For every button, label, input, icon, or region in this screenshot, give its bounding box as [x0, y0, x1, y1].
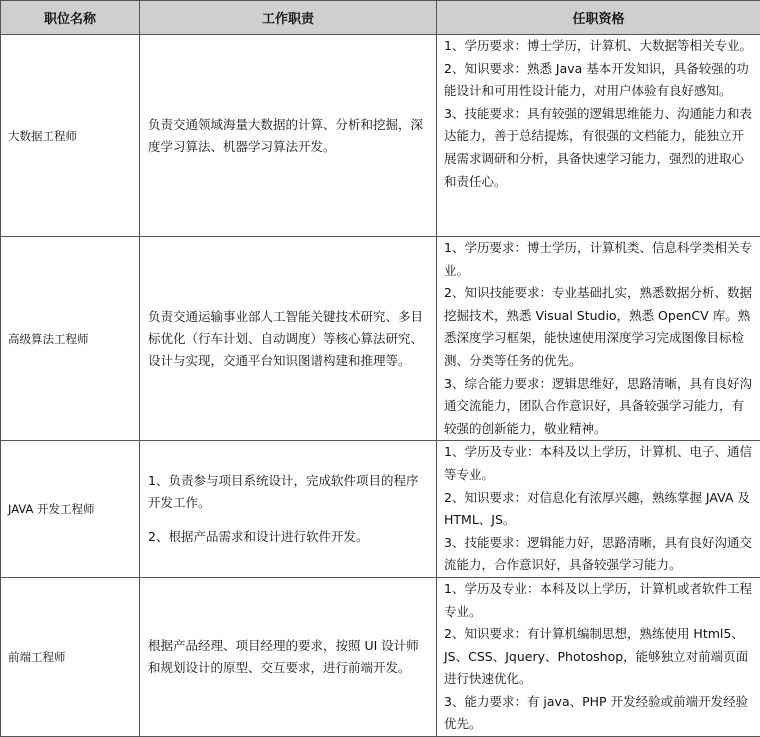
- duty-text: 1、负责参与项目系统设计，完成软件项目的程序开发工作。: [148, 470, 428, 514]
- duty-text: 负责交通运输事业部人工智能关键技术研究、多目标优化（行车计划、自动调度）等核心算法研究、设计与实现，交通平台知识图谱构建和推理等。: [148, 306, 428, 372]
- requirement-item: 3、综合能力要求：逻辑思维好，思路清晰，具有良好沟通交流能力，团队合作意识好，具备较强学习能力，有较强的创新能力，敬业精神。: [444, 373, 754, 441]
- table-row: [1, 35, 760, 237]
- job-title: JAVA 开发工程师: [1, 441, 140, 578]
- job-duties: [140, 577, 437, 736]
- job-title: 高级算法工程师: [1, 237, 140, 441]
- table-row: [1, 237, 760, 441]
- requirement-item: 2、知识要求：对信息化有浓厚兴趣，熟练掌握 JAVA 及 HTML、JS。: [444, 487, 754, 532]
- job-title: 大数据工程师: [1, 35, 140, 237]
- requirement-item: 3、技能要求：逻辑能力好，思路清晰，具有良好沟通交流能力，合作意识好，具备较强学习能力。: [444, 532, 754, 577]
- header-requirements: 任职资格: [437, 1, 760, 35]
- job-title: 前端工程师: [1, 577, 140, 736]
- job-requirements: [437, 577, 760, 736]
- requirement-item: 2、知识要求：有计算机编制思想，熟练使用 Html5、JS、CSS、Jquery、Photoshop，能够独立对前端页面进行快速优化。: [444, 623, 754, 691]
- job-duties: [140, 35, 437, 237]
- duty-text: 根据产品经理、项目经理的要求，按照 UI 设计师和规划设计的原型、交互要求，进行前端开发。: [148, 635, 428, 679]
- requirement-item: 1、学历要求：博士学历，计算机、大数据等相关专业。: [444, 35, 754, 58]
- job-duties: [140, 237, 437, 441]
- requirement-item: 2、知识技能要求：专业基础扎实，熟悉数据分析、数据挖掘技术，熟悉 Visual Studio，熟悉 OpenCV 库。熟悉深度学习框架，能快速使用深度学习完成图像目标检测、分类等任务的优先。: [444, 282, 754, 372]
- job-requirements: [437, 441, 760, 578]
- requirement-item: 3、能力要求：有 java、PHP 开发经验或前端开发经验优先。: [444, 691, 754, 736]
- job-requirements: [437, 237, 760, 441]
- requirement-item: 3、技能要求：具有较强的逻辑思维能力、沟通能力和表达能力，善于总结提炼，有很强的文档能力，能独立开展需求调研和分析，具备快速学习能力，强烈的进取心和责任心。: [444, 103, 754, 193]
- table-row: [1, 577, 760, 736]
- table-row: [1, 441, 760, 578]
- duty-text: 2、根据产品需求和设计进行软件开发。: [148, 526, 428, 548]
- duty-text: 负责交通领域海量大数据的计算、分析和挖掘，深度学习算法、机器学习算法开发。: [148, 114, 428, 158]
- header-duties: 工作职责: [140, 1, 437, 35]
- requirement-item: 1、学历及专业：本科及以上学历，计算机、电子、通信等专业。: [444, 441, 754, 486]
- requirement-item: 1、学历及专业：本科及以上学历，计算机或者软件工程专业。: [444, 578, 754, 623]
- job-duties: [140, 441, 437, 578]
- job-requirements: [437, 35, 760, 237]
- header-position: 职位名称: [1, 1, 140, 35]
- requirement-item: 1、学历要求：博士学历，计算机类、信息科学类相关专业。: [444, 237, 754, 282]
- requirement-item: 2、知识要求：熟悉 Java 基本开发知识，具备较强的功能设计和可用性设计能力，对用户体验有良好感知。: [444, 58, 754, 103]
- header-row: [1, 1, 760, 35]
